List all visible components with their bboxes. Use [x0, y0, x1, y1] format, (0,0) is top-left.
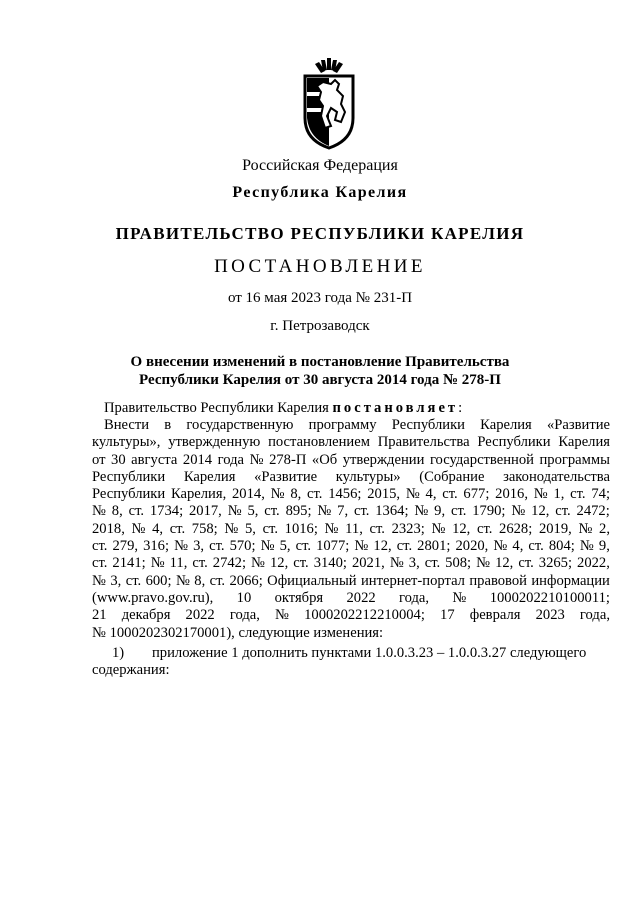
document-date-number: от 16 мая 2023 года № 231-П — [227, 290, 413, 306]
preamble-colon: : — [458, 400, 463, 416]
subject-line-2: Республики Карелия от 30 августа 2014 года № 278-П — [139, 372, 501, 388]
body-line: Республики Карелия «Развитие культуры» (Собрание законодательства — [92, 468, 610, 485]
body-line: № 3, ст. 600; № 8, ст. 2066; Официальный интернет-портал правовой информации — [92, 572, 610, 589]
body-line: № 1000202302170001), следующие изменения: — [92, 624, 384, 641]
body-line: (www.pravo.gov.ru), 10 октября 2022 года, № 1000202210100011; — [92, 589, 610, 606]
body-line: ст. 279, 316; № 3, ст. 570; № 5, ст. 1077; № 12, ст. 2801; 2020, № 4, ст. 804; № 9, — [92, 538, 610, 555]
body-paragraph — [92, 417, 610, 642]
body-line: 21 декабря 2022 года, № 1000202212210004; 17 февраля 2023 года, — [92, 607, 610, 624]
document-city: г. Петрозаводск — [270, 318, 370, 334]
body-line: Внести в государственную программу Республики Карелия «Развитие — [104, 417, 610, 433]
government-title: ПРАВИТЕЛЬСТВО РЕСПУБЛИКИ КАРЕЛИЯ — [115, 224, 525, 243]
document-type: ПОСТАНОВЛЕНИЕ — [214, 256, 426, 277]
preamble-decree-word: постановляет — [332, 400, 459, 416]
subject-line-1: О внесении изменений в постановление Правительства — [130, 354, 510, 370]
body-line: от 30 августа 2014 года № 278-П «Об утверждении государственной программы — [92, 451, 610, 468]
preamble-text: Правительство Республики Карелия — [104, 400, 333, 416]
country-name: Российская Федерация — [242, 157, 398, 174]
coat-of-arms-emblem — [301, 56, 357, 152]
preamble — [104, 400, 462, 417]
republic-name: Республика Карелия — [232, 184, 408, 201]
document-subject — [0, 353, 640, 389]
body-line: Республики Карелия, 2014, № 8, ст. 1456; 2015, № 4, ст. 677; 2016, № 1, ст. 74; — [92, 486, 610, 503]
body-line: 2018, № 4, ст. 758; № 5, ст. 1016; № 11, ст. 2323; № 12, ст. 2628; 2019, № 2, — [92, 520, 610, 537]
body-line: культуры», утвержденную постановлением Правительства Республики Карелия — [92, 434, 610, 451]
body-line: ст. 2141; № 11, ст. 2742; № 12, ст. 3140; 2021, № 3, ст. 508; № 12, ст. 3265; 2022, — [92, 555, 610, 572]
list-item-number: 1) — [112, 645, 125, 661]
list-item-1-continuation: содержания: — [92, 662, 170, 678]
body-line: № 8, ст. 1734; 2017, № 5, ст. 895; № 7, ст. 1364; № 9, ст. 1790; № 12, ст. 2472; — [92, 503, 610, 520]
list-item-text: приложение 1 дополнить пунктами 1.0.0.3.23 – 1.0.0.3.27 следующего — [152, 645, 587, 661]
